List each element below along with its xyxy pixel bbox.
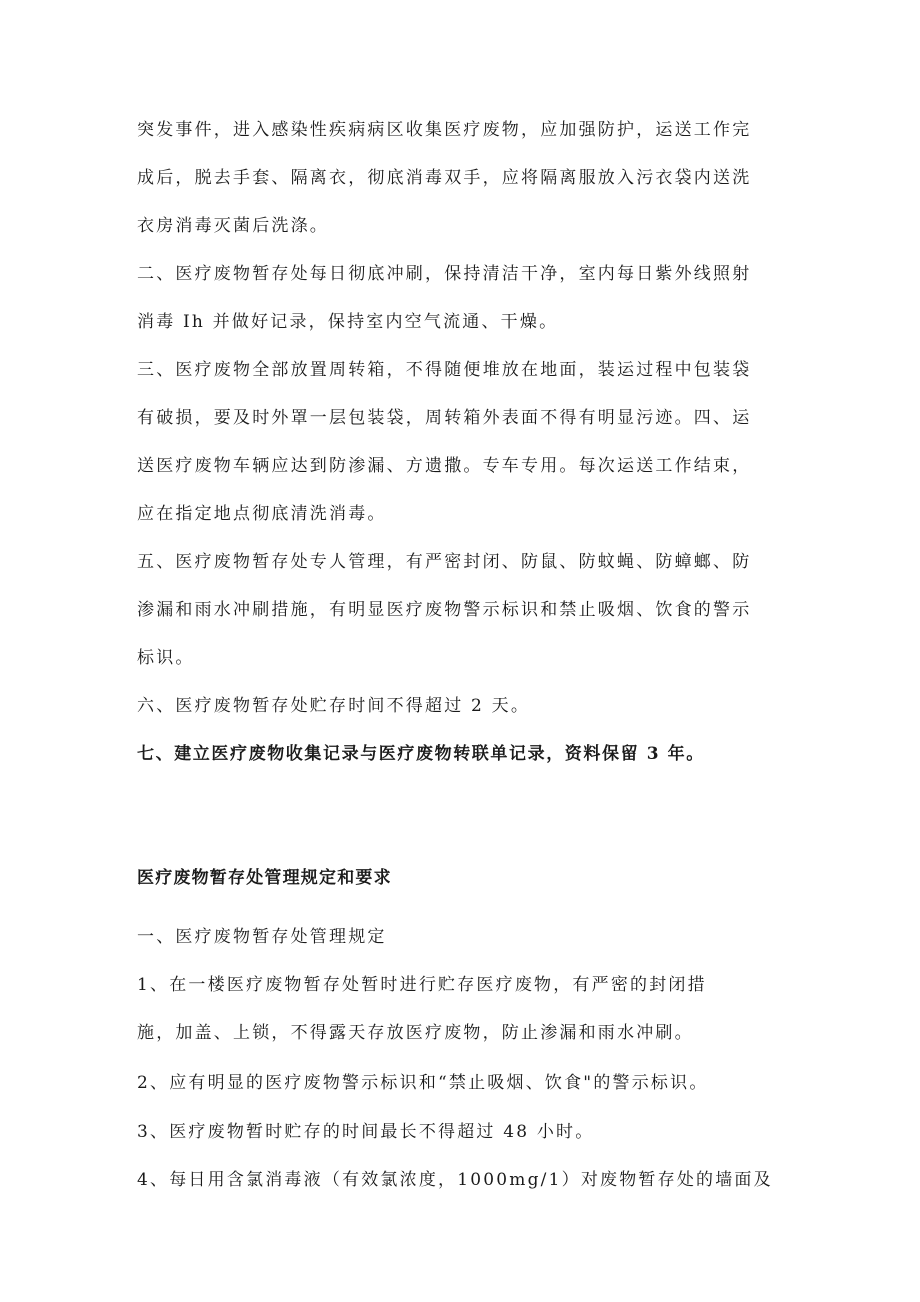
paragraph-line: 施，加盖、上锁，不得露天存放医疗废物，防止渗漏和雨水冲刷。 (137, 1023, 694, 1043)
paragraph-line: 五、医疗废物暂存处专人管理，有严密封闭、防鼠、防蚊蝇、防蟑螂、防 (137, 552, 752, 572)
paragraph-line: 二、医疗废物暂存处每日彻底冲刷，保持清洁干净，室内每日紫外线照射 (137, 264, 752, 284)
paragraph-line: 3、医疗废物暂时贮存的时间最长不得超过 48 小时。 (137, 1122, 595, 1142)
paragraph-line: 消毒 Ih 并做好记录，保持室内空气流通、干燥。 (137, 312, 559, 332)
paragraph-line: 突发事件，进入感染性疾病病区收集医疗废物，应加强防护，运送工作完 (137, 120, 752, 140)
paragraph-line: 成后，脱去手套、隔离衣，彻底消毒双手，应将隔离服放入污衣袋内送洗 (137, 168, 752, 188)
paragraph-line: 应在指定地点彻底清洗消毒。 (137, 504, 387, 524)
paragraph-line: 衣房消毒灭菌后洗涤。 (137, 216, 329, 236)
paragraph-line: 4、每日用含氯消毒液（有效氯浓度，1000mg/1）对废物暂存处的墙面及 (137, 1170, 773, 1190)
paragraph-line: 1、在一楼医疗废物暂存处暂时进行贮存医疗废物，有严密的封闭措 (137, 975, 707, 995)
paragraph-line: 有破损，要及时外罩一层包装袋，周转箱外表面不得有明显污迹。四、运 (137, 408, 752, 428)
section-subtitle: 一、医疗废物暂存处管理规定 (137, 927, 387, 947)
paragraph-line: 2、应有明显的医疗废物警示标识和“禁止吸烟、饮食"的警示标识。 (137, 1073, 709, 1093)
section-title: 医疗废物暂存处管理规定和要求 (137, 868, 392, 888)
paragraph-line: 三、医疗废物全部放置周转箱，不得随便堆放在地面，装运过程中包装袋 (137, 360, 752, 380)
paragraph-line: 六、医疗废物暂存处贮存时间不得超过 2 天。 (137, 696, 531, 716)
paragraph-line: 标识。 (137, 648, 195, 668)
paragraph-line: 渗漏和雨水冲刷措施，有明显医疗废物警示标识和禁止吸烟、饮食的警示 (137, 600, 752, 620)
paragraph-line: 七、建立医疗废物收集记录与医疗废物转联单记录，资料保留 3 年。 (137, 744, 705, 764)
paragraph-line: 送医疗废物车辆应达到防渗漏、方遗撒。专车专用。每次运送工作结束， (137, 456, 752, 476)
